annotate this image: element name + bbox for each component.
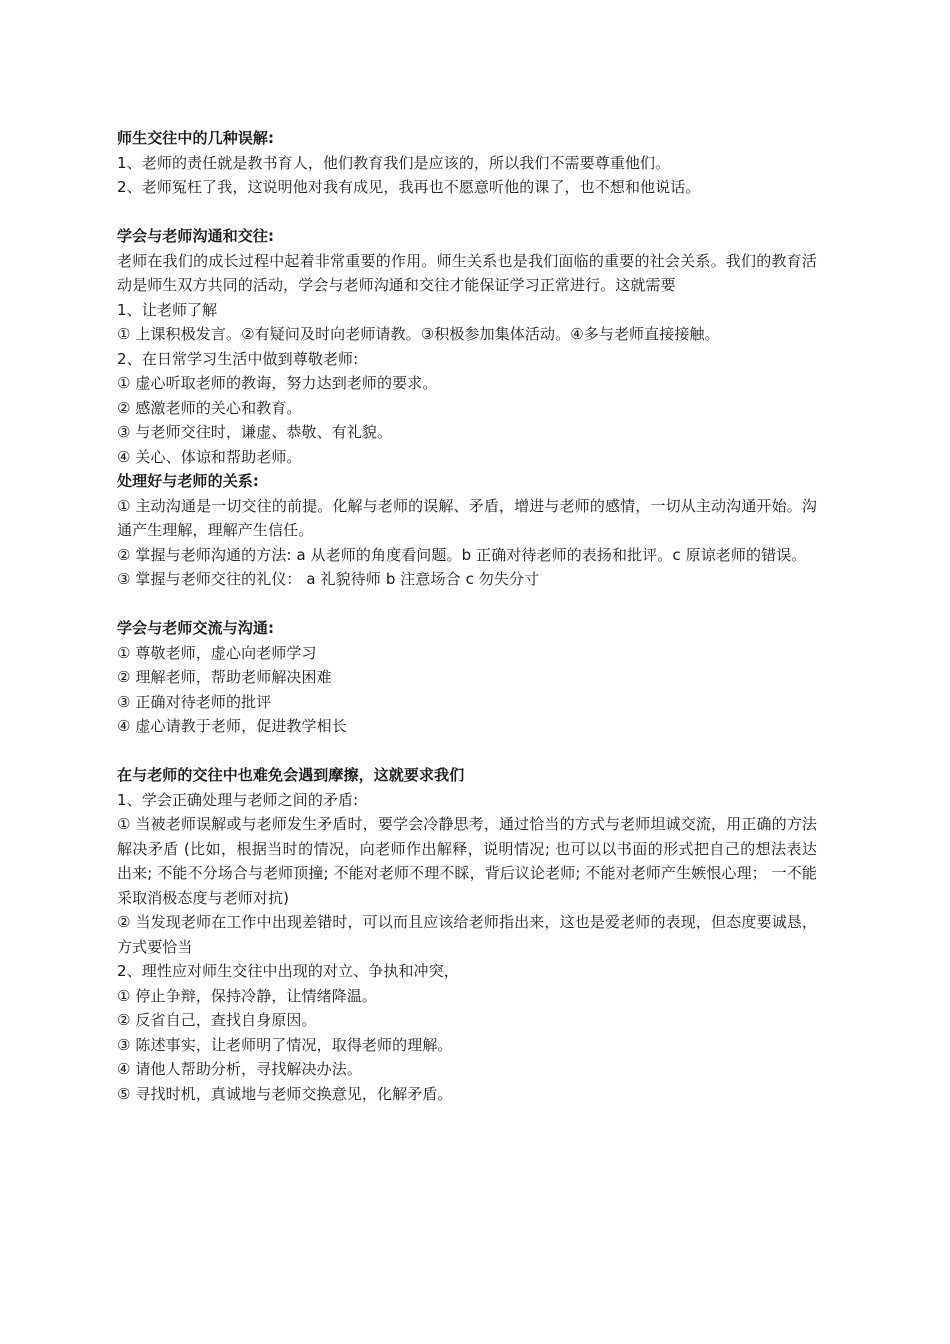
respect-item: ③ 与老师交往时，谦虚、恭敬、有礼貌。	[117, 423, 393, 441]
rational-response-item: ⑤ 寻找时机，真诚地与老师交换意见，化解矛盾。	[117, 1084, 453, 1103]
communicate-intro: 老师在我们的成长过程中起着非常重要的作用。师生关系也是我们面临的重要的社会关系。我们的教育活动是师生双方共同的活动，学会与老师沟通和交往才能保证学习正常进行。这就需要	[117, 251, 817, 294]
relationship-item: ② 掌握与老师沟通的方法: a 从老师的角度看问题。b 正确对待老师的表扬和批评。c 原谅老师的错误。	[117, 545, 807, 564]
respect-item: ① 虚心听取老师的教诲，努力达到老师的要求。	[117, 374, 438, 392]
spacer	[117, 592, 817, 617]
document-page	[117, 126, 817, 1106]
communicate-point-detail: ① 上课积极发言。②有疑问及时向老师请教。③积极参加集体活动。④多与老师直接接触。	[117, 325, 720, 343]
relationship-item: ① 主动沟通是一切交往的前提。化解与老师的误解、矛盾，增进与老师的感情，一切从主动沟通开始。沟通产生理解，理解产生信任。	[117, 496, 817, 539]
exchange-item: ② 理解老师，帮助老师解决困难	[117, 668, 332, 686]
conflict-handling-item: ② 当发现老师在工作中出现差错时，可以而且应该给老师指出来，这也是爱老师的表现，但态度要诚恳，方式要恰当	[117, 913, 817, 956]
exchange-item: ④ 虚心请教于老师，促进教学相长	[117, 717, 347, 735]
misunderstanding-item: 2、老师冤枉了我，这说明他对我有成见，我再也不愿意听他的课了，也不想和他说话。	[117, 178, 701, 196]
friction-point: 1、学会正确处理与老师之间的矛盾:	[117, 790, 359, 809]
relationship-item: ③ 掌握与老师交往的礼仪： a 礼貌待师 b 注意场合 c 勿失分寸	[117, 570, 540, 588]
rational-response-item: ② 反省自己，查找自身原因。	[117, 1011, 317, 1029]
communicate-point: 2、在日常学习生活中做到尊敬老师:	[117, 349, 359, 368]
communicate-point: 1、让老师了解	[117, 300, 218, 319]
section-relationship-title: 处理好与老师的关系:	[117, 472, 259, 490]
rational-response-item: ③ 陈述事实，让老师明了情况，取得老师的理解。	[117, 1035, 453, 1054]
exchange-item: ③ 正确对待老师的批评	[117, 692, 272, 711]
respect-item: ② 感激老师的关心和教育。	[117, 398, 302, 417]
spacer	[117, 739, 817, 764]
exchange-item: ① 尊敬老师，虚心向老师学习	[117, 643, 317, 662]
section-friction-title: 在与老师的交往中也难免会遇到摩擦，这就要求我们	[117, 766, 465, 784]
spacer	[117, 200, 817, 225]
misunderstanding-item: 1、老师的责任就是教书育人，他们教育我们是应该的，所以我们不需要尊重他们。	[117, 153, 671, 172]
rational-response-item: ④ 请他人帮助分析，寻找解决办法。	[117, 1060, 362, 1078]
rational-response-item: ① 停止争辩，保持冷静，让情绪降温。	[117, 986, 378, 1005]
section-exchange-title: 学会与老师交流与沟通:	[117, 619, 275, 637]
friction-point: 2、理性应对师生交往中出现的对立、争执和冲突，	[117, 962, 459, 980]
section-communicate-title: 学会与老师沟通和交往:	[117, 227, 275, 245]
section-misunderstandings-title: 师生交往中的几种误解:	[117, 129, 275, 147]
conflict-handling-item: ① 当被老师误解或与老师发生矛盾时，要学会冷静思考，通过恰当的方式与老师坦诚交流，用正确的方法解决矛盾 (比如，根据当时的情况，向老师作出解释，说明情况; 也可以以书面的形式把自己的想法表达出来; 不能不分场合与老师顶撞; 不能对老师不理不睬，背后议论老师; 不能对老师产生嫉恨心理； 一不能采取消极态度与老师对抗)	[117, 815, 817, 907]
respect-item: ④ 关心、体谅和帮助老师。	[117, 447, 302, 466]
